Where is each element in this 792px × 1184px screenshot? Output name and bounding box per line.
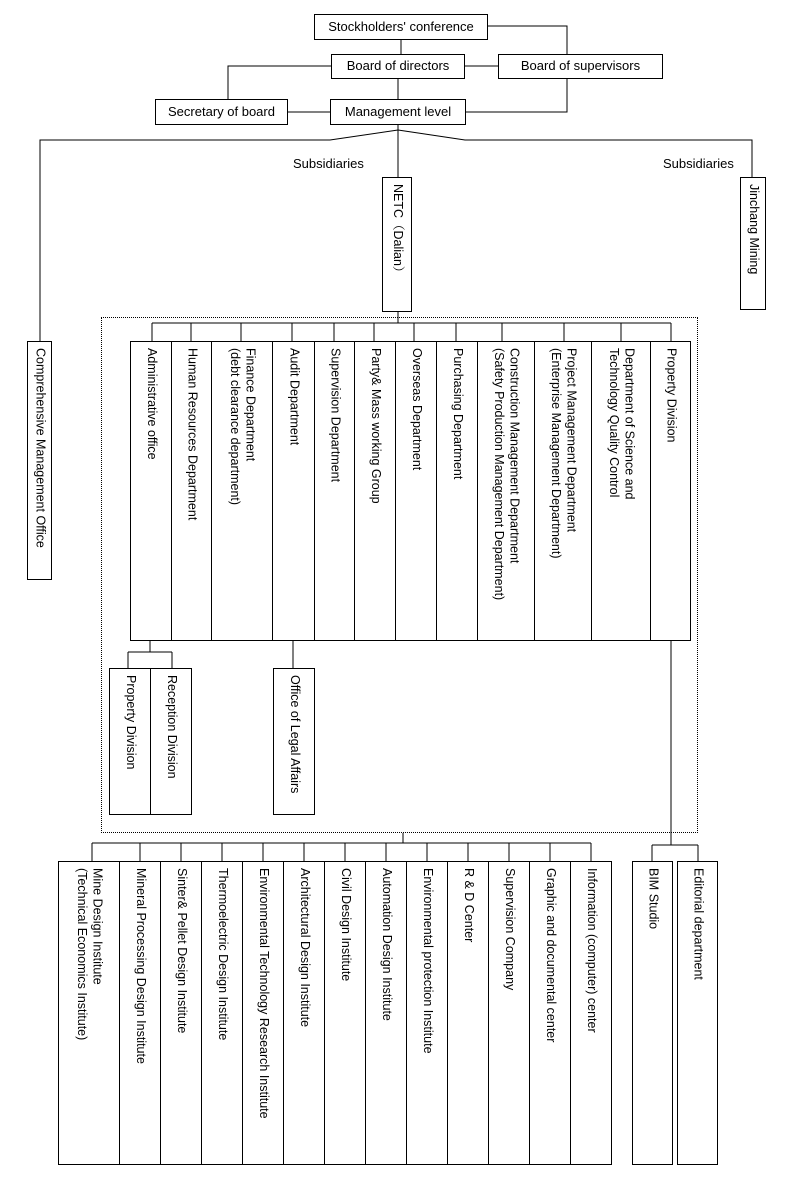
inst-supervision-company [488, 861, 530, 1165]
board-of-supervisors-box: Board of supervisors [498, 54, 663, 79]
inst-architectural-design [283, 861, 325, 1165]
sub-property-division [109, 668, 151, 815]
inst-sinter-pellet [160, 861, 202, 1165]
dept-audit [272, 341, 315, 641]
dept-property-division [650, 341, 691, 641]
institute-label: Thermoelectric Design Institute [215, 868, 230, 1041]
institute-label: Sinter& Pellet Design Institute [174, 868, 189, 1034]
dept-overseas [395, 341, 437, 641]
dept-label: Administrative office [144, 348, 159, 460]
institute-label: Architectural Design Institute [297, 868, 312, 1028]
bim-studio [632, 861, 673, 1165]
inst-rd-center [447, 861, 489, 1165]
inst-thermoelectric [201, 861, 243, 1165]
inst-environmental-technology-research [242, 861, 284, 1165]
institute-label: Automation Design Institute [379, 868, 394, 1021]
sub-unit-label: Reception Division [164, 675, 179, 779]
dept-construction-management [477, 341, 535, 641]
dept-administrative-office [130, 341, 172, 641]
secretary-of-board-box: Secretary of board [155, 99, 288, 125]
editorial-department [677, 861, 718, 1165]
inst-environmental-protection [406, 861, 448, 1165]
dept-science-technology-quality [591, 341, 651, 641]
comprehensive-management-office-box [27, 341, 52, 580]
stockholders-conference-box: Stockholders' conference [314, 14, 488, 40]
dept-purchasing [436, 341, 478, 641]
dept-label: Property Division [664, 348, 679, 443]
institute-label: Environmental protection Institute [420, 868, 435, 1054]
dept-human-resources [171, 341, 212, 641]
comprehensive-management-office-text: Comprehensive Management Office [33, 348, 48, 548]
dept-label: Audit Department [287, 348, 302, 446]
institute-label: Civil Design Institute [338, 868, 353, 982]
right-unit-label: Editorial department [691, 868, 706, 980]
inst-graphic-documental-center [529, 861, 571, 1165]
management-level-box: Management level [330, 99, 466, 125]
inst-civil-design [324, 861, 366, 1165]
inst-information-center [570, 861, 612, 1165]
institute-label: Information (computer) center [584, 868, 599, 1033]
dept-party-mass-working-group [354, 341, 396, 641]
sub-unit-label: Property Division [123, 675, 138, 770]
dept-label: Overseas Department [409, 348, 424, 471]
right-unit-label: BIM Studio [646, 868, 661, 930]
office-of-legal-affairs [273, 668, 315, 815]
dept-label: Construction Management Department (Safety Production Management Department) [492, 348, 522, 601]
institute-label: Supervision Company [502, 868, 517, 991]
inst-mine-design [58, 861, 120, 1165]
dept-supervision [314, 341, 355, 641]
dept-label: Human Resources Department [185, 348, 200, 521]
netc-dalian-box [382, 177, 412, 312]
netc-dalian-text: NETC（Dalian） [390, 184, 405, 279]
dept-label: Project Management Department (Enterprise Management Department) [549, 348, 579, 559]
institute-label: Graphic and documental center [543, 868, 558, 1043]
institute-label: Mine Design Institute (Technical Economics Institute) [75, 868, 105, 1041]
institute-label: Environmental Technology Research Institute [256, 868, 271, 1119]
dept-finance [211, 341, 273, 641]
dept-label: Purchasing Department [450, 348, 465, 480]
subsidiaries-label-left: Subsidiaries [293, 156, 364, 171]
jinchang-mining-text: Jinchang Mining [746, 184, 761, 275]
institute-label: Mineral Processing Design Institute [133, 868, 148, 1064]
jinchang-mining-box [740, 177, 766, 310]
sub-reception-division [150, 668, 192, 815]
legal-label: Office of Legal Affairs [287, 675, 302, 794]
dept-project-management [534, 341, 592, 641]
dept-label: Supervision Department [328, 348, 343, 483]
dept-label: Finance Department (debt clearance department) [228, 348, 258, 506]
inst-mineral-processing [119, 861, 161, 1165]
board-of-directors-box: Board of directors [331, 54, 465, 79]
institute-label: R & D Center [461, 868, 476, 943]
dept-label: Department of Science and Technology Quality Control [607, 348, 637, 500]
inst-automation-design [365, 861, 407, 1165]
dept-label: Party& Mass working Group [368, 348, 383, 504]
subsidiaries-label-right: Subsidiaries [663, 156, 734, 171]
